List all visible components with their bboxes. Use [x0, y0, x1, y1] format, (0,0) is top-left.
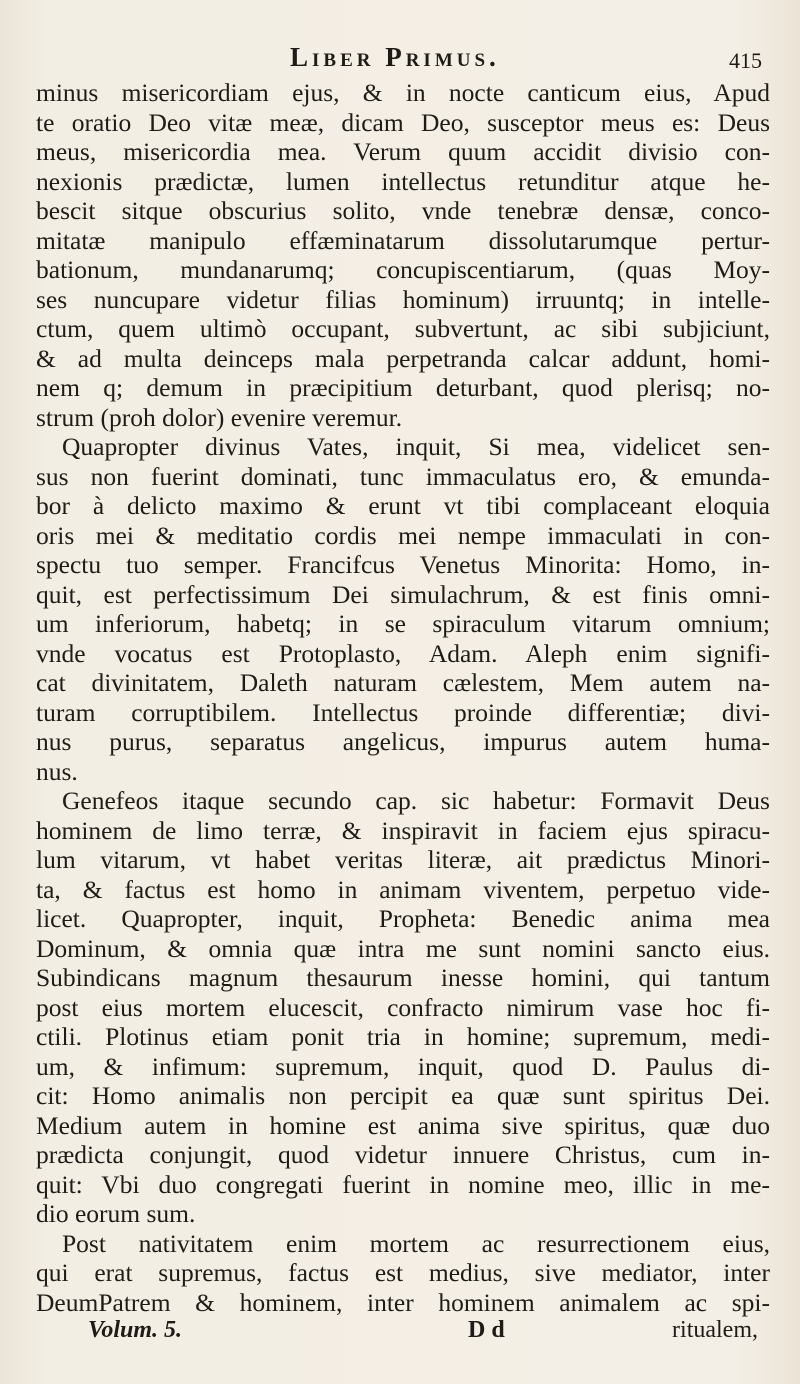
paragraph-end-line: dio eorum sum. [36, 1199, 196, 1228]
text-line: hominem de limo terræ, & inspiravit in faciem ejus spiracu- [36, 815, 770, 845]
text-line: vnde vocatus est Protoplasto, Adam. Aleph enim signifi- [36, 638, 770, 668]
text-line: quit: Vbi duo congregati fuerint in nomine meo, illic in me- [36, 1169, 770, 1199]
paragraph-start-line: Post nativitatem enim mortem ac resurrectionem eius, [62, 1228, 770, 1258]
text-line: mitatæ manipulo effæminatarum dissolutarumque pertur- [36, 225, 770, 255]
text-line: lum vitarum, vt habet veritas literæ, ait prædictus Minori- [36, 845, 770, 874]
text-line: ta, & factus est homo in animam viventem, perpetuo vide- [36, 874, 770, 904]
catchword: ritualem, [672, 1317, 758, 1343]
text-line: um inferiorum, habetq; in se spiraculum vitarum omnium; [36, 609, 770, 638]
text-line: minus misericordiam ejus, & in nocte canticum eius, Apud [36, 78, 770, 107]
paragraph-start-line: Genefeos itaque secundo cap. sic habetur: Formavit Deus [62, 786, 770, 815]
text-line: prædicta conjungit, quod videtur innuere Christus, cum in- [36, 1140, 770, 1169]
text-line: Medium autem in homine est anima sive spiritus, quæ duo [36, 1110, 770, 1140]
text-line: um, & infimum: supremum, inquit, quod D. Paulus di- [36, 1051, 770, 1081]
page-number: 415 [729, 48, 762, 73]
text-line: bor à delicto maximo & erunt vt tibi complaceant eloquia [36, 491, 770, 520]
text-line: bationum, mundanarumq; concupiscentiarum, (quas Moy- [36, 255, 770, 284]
text-line: & ad multa deinceps mala perpetranda calcar addunt, homi- [36, 343, 770, 373]
text-line: nexionis prædictæ, lumen intellectus retunditur atque he- [36, 166, 770, 196]
text-line: nem q; demum in præcipitium deturbant, quod plerisq; no- [36, 373, 770, 402]
text-line: Subindicans magnum thesaurum inesse homini, qui tantum [36, 963, 770, 992]
text-line: post eius mortem elucescit, confracto nimirum vase hoc fi- [36, 992, 770, 1022]
text-line: Dominum, & omnia quæ intra me sunt nomini sancto eius. [36, 933, 770, 963]
text-line: quit, est perfectissimum Dei simulachrum, & est finis omni- [36, 579, 770, 609]
paragraph-end-line: strum (proh dolor) evenire veremur. [36, 402, 403, 432]
text-line: nus purus, separatus angelicus, impurus autem huma- [36, 727, 770, 756]
text-line: licet. Quapropter, inquit, Propheta: Benedic anima mea [36, 904, 770, 933]
text-line: oris mei & meditatio cordis mei nempe immaculati in con- [36, 520, 770, 550]
gathering-signature: D d [468, 1317, 505, 1343]
text-line: ctum, quem ultimò occupant, subvertunt, ac sibi subjiciunt, [36, 314, 770, 343]
body-text [36, 78, 770, 1317]
text-line: DeumPatrem & hominem, inter hominem animalem ac spi- [36, 1287, 770, 1317]
running-head [36, 42, 770, 76]
running-head-title: Liber Primus. [290, 42, 500, 72]
paragraph-start-line: Quapropter divinus Vates, inquit, Si mea, videlicet sen- [62, 432, 770, 461]
text-line: spectu tuo semper. Francifcus Venetus Minorita: Homo, in- [36, 550, 770, 579]
volume-signature: Volum. 5. [88, 1317, 183, 1343]
text-line: ses nuncupare videtur filias hominum) irruuntq; in intelle- [36, 284, 770, 314]
text-line: sus non fuerint dominati, tunc immaculatus ero, & emunda- [36, 461, 770, 491]
text-line: ctili. Plotinus etiam ponit tria in homine; supremum, medi- [36, 1022, 770, 1051]
text-line: cit: Homo animalis non percipit ea quæ sunt spiritus Dei. [36, 1081, 770, 1110]
text-line: qui erat supremus, factus est medius, sive mediator, inter [36, 1258, 770, 1287]
text-line: te oratio Deo vitæ meæ, dicam Deo, susceptor meus es: Deus [36, 107, 770, 137]
text-line: turam corruptibilem. Intellectus proinde differentiæ; divi- [36, 697, 770, 727]
text-line: meus, misericordia mea. Verum quum accidit divisio con- [36, 137, 770, 166]
page-footer [36, 1317, 770, 1351]
text-line: cat divinitatem, Daleth naturam cælestem, Mem autem na- [36, 668, 770, 697]
text-line: bescit sitque obscurius solito, vnde tenebræ densæ, conco- [36, 196, 770, 225]
paragraph-end-line: nus. [36, 756, 78, 786]
